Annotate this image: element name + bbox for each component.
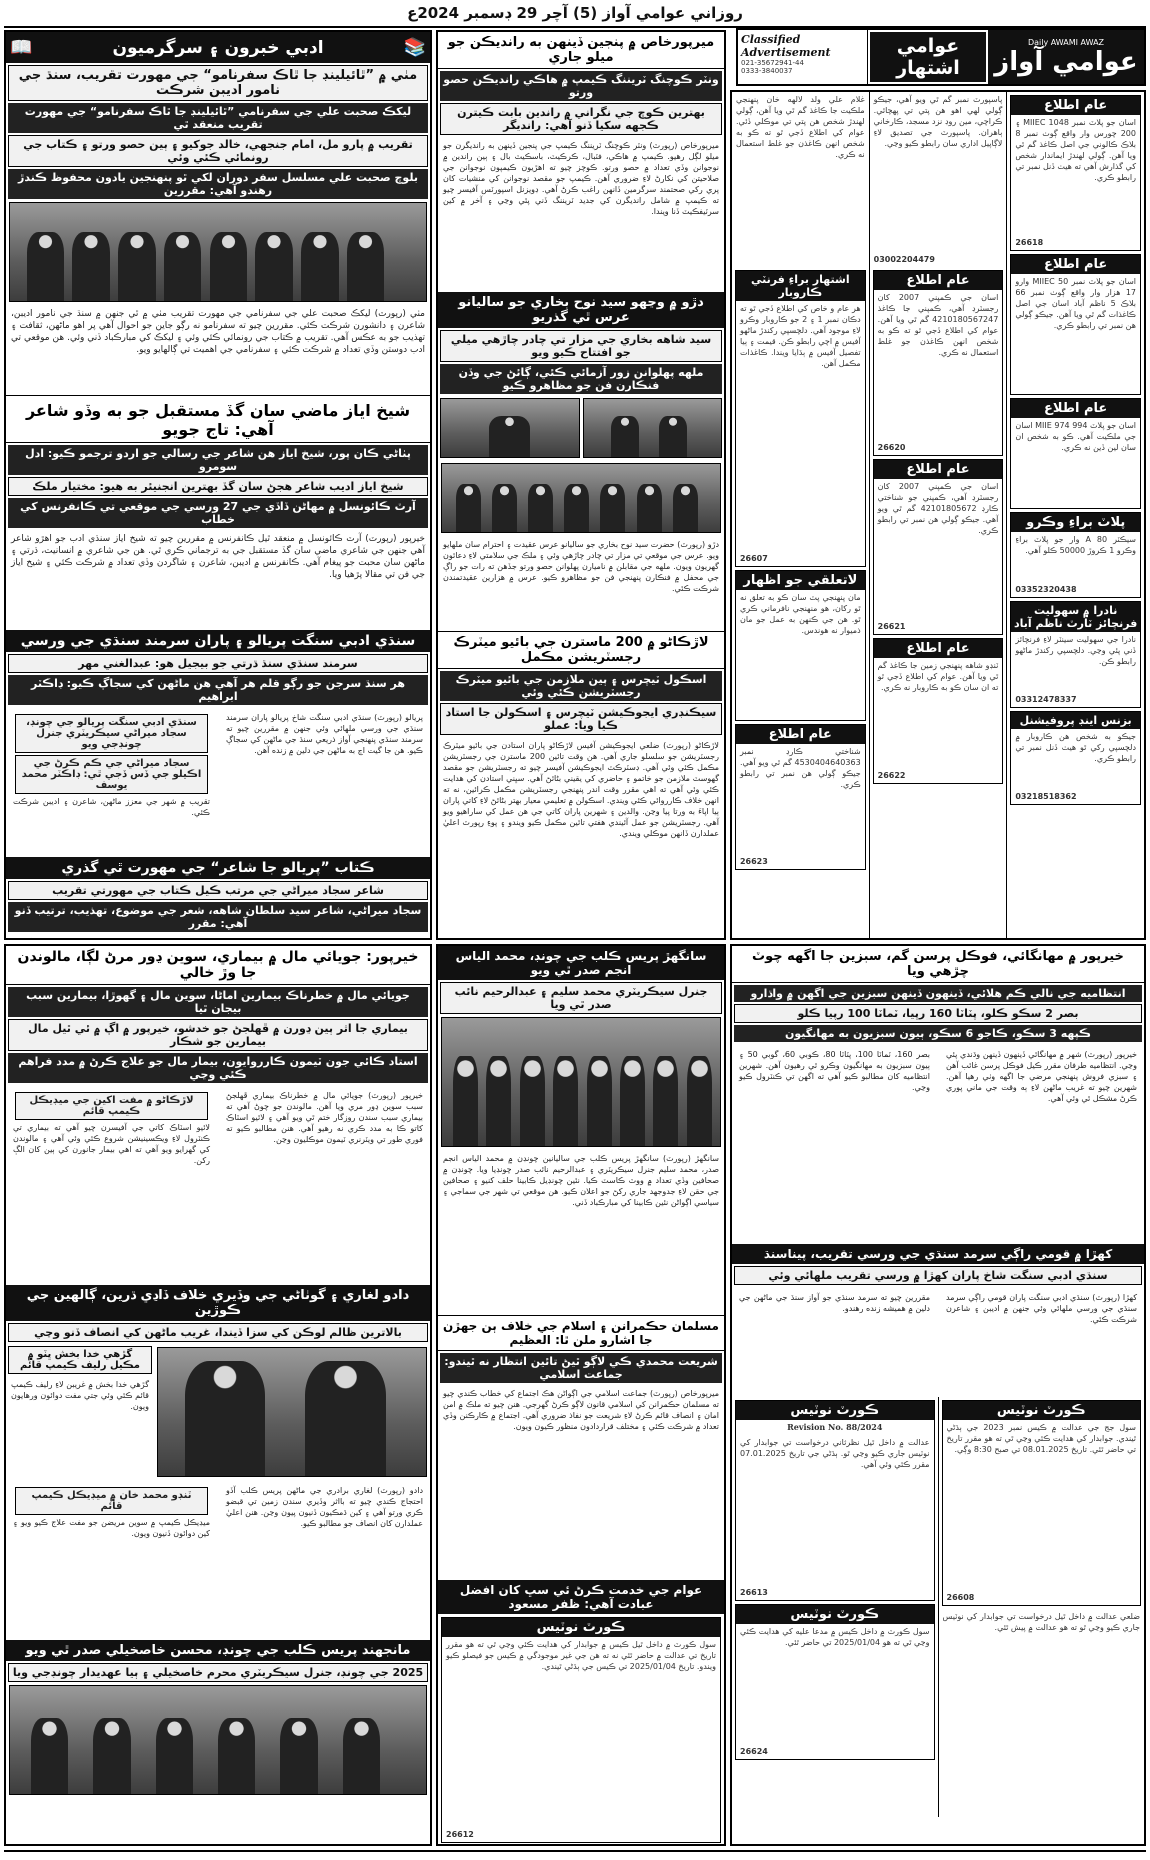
camp-head: ٽنڊو محمد خان ۾ ميڊيڪل ڪيمپ قائم: [15, 1487, 208, 1515]
dadu-sub1: سيد شاهه بخاري جي مزار تي چادر چاڙهي ميلي جو افتتاح ڪيو ويو: [440, 330, 722, 362]
ad-body-3: اسان جو پلاٽ MIIE 974 994 اسان جي ملڪيت آهي. ڪو به شخص ان سان لين ڏين نه ڪري.: [1015, 421, 1136, 452]
dad-sub: بالاترين ظالم لوڪن کي سزا ڏيندا، غريب ماڻهن کي انصاف ڏنو وڃي: [8, 1323, 428, 1342]
story2-sub1: پٺاڻي ڪان پور، شيخ اياز هن شاعر جي رسالي جو اردو ترجمو ڪيو: ادل سومرو: [8, 445, 428, 475]
court-revision: Revision No. 88/2024: [787, 1422, 883, 1432]
court-heading-2: ڪورٽ نوٽيس: [943, 1401, 1141, 1420]
paper-name: عوامي آواز: [994, 46, 1138, 77]
price-sub3: ڪپهه 3 سڪو، ڪاجو 6 سڪو، ٻيون سبزيون به مهانگيون: [734, 1025, 1142, 1042]
price-sub2: بصر 2 سڪو ڪلو، پٽاٽا 160 رپيا، ٽماٽا 100 رپيا ڪلو: [734, 1004, 1142, 1023]
khair-sub1: جويائي مال ۾ خطرناڪ بيمارين اماڻا، سوين مال ۽ گھوڙا، بيمارين سبب بيجان ٿيا: [8, 987, 428, 1017]
masthead-contact: [738, 30, 868, 84]
ad-ref-2: 26620: [877, 443, 906, 452]
kh2-headline: کهڙا ۾ قومي راڳي سرمد سنڌي جي ورسي تقريب، پيناسنڌ: [732, 1244, 1144, 1264]
dad-body-a: دادو (رپورٽ) لغاري برادري جي ماڻهن پريس ڪلب آڏو احتجاج ڪندي چيو ته بااثر وڏيري سندن زمين تي قبضو ڪري ورتو آهي ۽ کين ڌمڪيون ڏنيون پيون وڃن. هنن اعليٰ عملدارن کان انصاف جو مطالبو ڪيو.: [226, 1486, 423, 1528]
dateline: روزاني عوامي آواز (5) آچر 29 ڊسمبر 2024ع: [407, 4, 743, 22]
court-body-2: سول جج جي عدالت ۾ ڪيس نمبر 2023 جي ٻڌڻي ٿيندي. جوابدار کي هدايت ڪئي وڃي ٿي ته هو مقرر تاريخ تي حاضر ٿئي. تاريخ 08.01.2025 تي صبح 8:30 وڳي.: [946, 1423, 1136, 1454]
kh2-sub: سنڌي ادبي سنگت شاخ پاران کهڙا ۾ ورسي تقريب ملهائي وئي: [734, 1266, 1142, 1285]
ad-ref-6: 26607: [739, 554, 768, 563]
kh2-body-b: مقررين چيو ته سرمد سنڌي جو آواز سنڌ جي ماڻهن جي دلين ۾ هميشه زنده رهندو.: [739, 1293, 930, 1313]
story4-headline: ڪتاب ”پريالو جا شاعر“ جي مهورت ٿي گذري: [6, 857, 430, 879]
garhi-head: گڙهي خدا بخش ڀٽو ۾ مڪيل رليف ڪيمپ قائم: [8, 1346, 152, 1374]
sang-sub: جنرل سيڪريٽري محمد سليم ۽ عبدالرحيم نائب صدر ٿي ويا: [440, 982, 722, 1014]
story1-sub3: بلوچ صحبت علي مسلسل سفر دوران لکي ٿو پنهنجين يادون محفوظ ڪندڙ رهندو آهي: مقررين: [8, 169, 428, 199]
ad-heading-6: عام اطلاع: [874, 639, 1003, 658]
ad-heading-1: عام اطلاع: [1011, 96, 1140, 115]
ad-ref-8: 26613: [740, 1588, 768, 1597]
khair-sub3: استاد ڪائي جون ٽيمون ڪارروايون، بيمار مال جو علاج ڪرڻ ۾ مدد فراهم ڪئي وڃي: [8, 1053, 428, 1083]
chan-sub: 2025 جي چونڊ، جنرل سيڪريٽري محرم خاصخيلي ۽ ٻيا عهديدار چونڊجي ويا: [8, 1663, 428, 1682]
ad-body-nadra: نادرا جي سهوليت سينٽر لاءِ فرنچائز ڏني پئي وڃي. دلچسپي رکندڙ ماڻهو رابطو ڪن.: [1015, 635, 1136, 666]
ad-body-plot: سيڪٽر A 80 وار جو پلاٽ براءِ وڪرو 1 ڪروڙ 50000 ڪلو آهي.: [1015, 535, 1136, 555]
ad-heading-plot: پلاٽ براءِ وڪرو: [1011, 513, 1140, 532]
court-body-1: سول ڪورٽ ۾ داخل ٿيل ڪيس ۾ جوابدار کي هدايت ڪئي وڃي ٿي ته هو مقرر تاريخ تي عدالت ۾ حاضر ٿئي نه ته هن جي غير موجودگي ۾ ڪيس جو فيصلو ڪيو ويندو. تاريخ 2025/01/04 تي ڪيس جي ٻڌڻي ٿيندي.: [446, 1640, 716, 1671]
chan-photo: [9, 1685, 427, 1795]
ad-body-10: مان پنهنجي پٽ سان ڪو به تعلق نه ٿو رکان، هو منهنجي نافرماني ڪري ٿو. هن جي ڪنهن به عمل جو مان ذميوار نه هوندس.: [739, 593, 861, 635]
ad-body-7: ٽنڊو شاهه پنهنجي زمين جا ڪاغذ گم ٿي ويا آهن. عوام کي اطلاع ڏجي ٿو ته ان سان ڪو به ڪاروبار نه ڪري.: [877, 661, 999, 692]
ad-phone-2: 03312478337: [1015, 695, 1077, 704]
price-sub1: انتظاميه جي نالي ڪم هلائي، ڏينهون ڏينهن سبزين جي اگهن ۾ واڌارو: [734, 985, 1142, 1002]
dad-body-b: ٽنڊو محمد خان ۾ ميڊيڪل ڪيمپ قائم ميڊيڪل ڪيمپ ۾ سوين مريضن جو مفت علاج ڪيو ويو ۽ کين دوائون ڏنيون ويون.: [8, 1482, 215, 1638]
court-heading-3: ڪورٽ نوٽيس: [736, 1401, 934, 1420]
dad-row: [6, 1344, 430, 1480]
court-heading-1: ڪورٽ نوٽيس: [442, 1618, 720, 1637]
center-section: [436, 30, 726, 940]
story2-headline: شيخ اياز ماضي سان گڏ مستقبل جو به وڏو شاعر آهي: تاج جويو: [6, 398, 430, 443]
musl-body: ميرپورخاص (رپورٽ) جماعت اسلامي جي اڳواڻن هڪ اجتماع کي خطاب ڪندي چيو ته مسلمان حڪمرانن کي اسلامي قانون لاڳو ڪرڻ گهرجي. هنن چيو ته ملڪ ۾ امن امان ۽ انصاف قائم ڪرڻ لاءِ شريعت جو نفاذ ضروري آهي. اجتماع ۾ ڪارڪنن وڏي تعداد ۾ شرڪت ڪئي ۽ مختلف قراردادون منظور ڪيون ويون.: [443, 1389, 719, 1431]
story2-sub3: آرٽ ڪائونسل ۾ مهاڻن ڏاڏي جي 27 ورسي جي موقعي تي ڪانفرنس کي خطاب: [8, 498, 428, 528]
quote2: سجاد ميراڻي جي ڪم ڪرڻ جي اڪيلو جي ڏس ڏجي ٿي: ڊاڪٽر محمد يوسف: [15, 755, 208, 794]
khair-body-a: خيرپور (رپورٽ) جويائي مال ۾ خطرناڪ بيماري ڦهلجڻ سبب سوين ڍور مري ويا آهن. مالوندن جو چوڻ آهي ته بيماري سبب سندن روزگار ختم ٿي ويو آهي ۽ لائيو اسٽاڪ کاتو ڪا به مدد ڪري نه رهيو آهي. هنن مطالبو ڪيو ته فوري طور تي ويٽرنري ٽيمون موڪليون وڃن.: [226, 1091, 423, 1144]
garhi-body: گڙهي خدا بخش ۾ غريبن لاءِ رليف ڪيمپ قائم ڪئي وئي جتي مفت دوائون ورهايون ويون.: [11, 1380, 149, 1411]
ad-heading-3: عام اطلاع: [1011, 399, 1140, 418]
story1-headline: مٺي ۾ ”ٿائيلينڊ جا ٿاڪ سفرنامو“ جي مهورت تقريب، سنڌ جي نامور اديبن شرڪت: [8, 65, 428, 101]
chan-headline: مانجهند پريس ڪلب جي چونڊ، محسن خاصخيلي صدر ٿي ويو: [6, 1640, 430, 1661]
ad-body-4: پاسپورٽ نمبر گم ٿي ويو آهي، جيڪو ڳولي لهي اهو هن پتي تي پهچائي. ڪراچي، مين روڊ نزد مسجد، ڪارخاني ٻاهران. پاسپورٽ جي تصديق لاءِ لاڳاپيل اداري سان رابطو ڪيو وڃي.: [873, 95, 1003, 148]
dadu-body: دڙو (رپورٽ) حضرت سيد نوح بخاري جو ساليانو عرس عقيدت ۽ احترام سان ملهايو ويو. عرس جي موقعي تي مزار تي چادر چاڙهي وئي ۽ ملڪ جي سلامتي لاءِ دعائون گهريون ويون. ملهه جي مقابلن ۾ ناميارن پهلوانن حصو ورتو جڏهن ته رات جو راڳ جي محفل ۾ فنڪارن پنهنجي فن جو مظاهرو ڪيو. عرس ۾ هزارين عقيدتمندن شرڪت ڪئي.: [443, 540, 719, 593]
literary-section: [4, 30, 432, 940]
ad-body-9: هر عام و خاص کي اطلاع ڏجي ٿو ته دڪان نمبر 1 ۽ 2 جو ڪاروبار وڪرو لاءِ موجود آهي. دلچسپي رکندڙ ماڻهو آفيس ۾ اچي رابطو ڪن. قيمت ۽ ٻيا تفصيل آفيس ۾ ٻڌايا ويندا. ڪاغذات مڪمل آهن.: [739, 304, 861, 368]
story3-body-b: سنڌي ادبي سنگت پريالو جي چونڊ، سجاد ميراڻي سيڪريٽري جنرل چونڊجي ويو سجاد ميراڻي جي ڪم ڪرڻ جي اڪيلو جي ڏس ڏجي ٿي: ڊاڪٽر محمد يوسف تقريب ۾ شهر جي معزز ماڻهن، شاعرن ۽ اديبن شرڪت ڪئي.: [8, 709, 215, 855]
musl-headline: مسلمان حڪمرانن ۽ اسلام جي خلاف ٻن جهڙن جا اشارو ملن ٿا: العظيم: [438, 1315, 724, 1351]
story2-sub2: شيخ اياز اديب شاعر هجڻ سان گڏ بهترين انجنيئر به هيو: مختيار ملڪ: [8, 477, 428, 496]
court-col-a: [938, 1397, 1145, 1817]
dad-photo: [157, 1347, 427, 1477]
ad-body-6: اسان جي ڪمپني 2007 کان رجسٽرڊ آهي، ڪمپني جو شناختي ڪارڊ 42101805672 گم ٿي ويو آهي. جيڪو ڳولي هن نمبر تي رابطو ڪري.: [877, 482, 999, 535]
story3-sub2: هر سنڌ سرجن جو رڳو قلم هر آهي هن ماڻهن کي سجاڳ ڪيو: ڊاڪٽر ابراهيم: [8, 675, 428, 705]
story3-sub1: سرمند سنڌي سنڌ ڌرتي جو بيجيل هو: عبدالغني مهر: [8, 654, 428, 673]
story3-columns: [6, 707, 430, 857]
ad-heading-shop: اشتهار براءِ فرنٽي ڪاروبار: [736, 271, 865, 301]
khair-headline: خيرپور: جويائي مال ۾ بيماري، سوين ڍور مرڻ لڳا، مالوندن جا وڙ خالي: [6, 946, 430, 985]
ishtihar-logo: عوامي اشتهار: [868, 30, 988, 84]
paper-logo: [988, 30, 1144, 84]
mir-headline: ميرپورخاص ۾ پنجين ڏينهن به رانديڪن جو ميلو جاري: [438, 32, 724, 69]
story1-photo: [9, 202, 427, 302]
ad-body-5: اسان جي ڪمپني 2007 کان رجسٽرڊ آهي، ڪمپني جا ڪاغذ 4210180567247 گم ٿي ويا آهن. عوام کي اطلاع ڏجي ٿو ته ڪو به شخص انهن ڪاغذن جو غلط استعمال نه ڪري.: [877, 293, 999, 357]
mir-body: ميرپورخاص (رپورٽ) ونٽر ڪوچنگ ٽريننگ ڪيمپ جي پنجين ڏينهن به رانديگرن جو ميلو لڳل رهيو. ڪيمپ ۾ هاڪي، فٽبال، ڪرڪيٽ، باسڪيٽ بال ۽ ٻين راندين ۾ نوجوانن وڏي تعداد ۾ حصو ورتو. ڪوچز چيو ته اهڙيون ڪيمپون نوجوانن جي صلاحيتن کي نکارڻ لاءِ ضروري آهن. ڪيمپ جو مقصد نوجوانن کي منشيات کان پري رکي صحتمند سرگرمين ڏانهن راغب ڪرڻ آهي. ڊويزنل اسپورٽس آفيسر چيو ته ڪيمپ ۾ شامل رانديگرن کي جديد ٽريننگ ڏني پئي وڃي ۽ آخر ۾ کين سرٽيفڪيٽ ڏنا ويندا.: [443, 141, 719, 216]
court-body-3: ضلعي عدالت ۾ داخل ٿيل درخواست تي جوابدار کي نوٽيس جاري ڪيو وڃي ٿو ته هو عدالت ۾ پيش ٿئي.: [942, 1612, 1140, 1632]
classified-ads: [730, 90, 1146, 940]
court-heading-4: ڪورٽ نوٽيس: [736, 1605, 934, 1624]
ad-heading-4: عام اطلاع: [874, 271, 1003, 290]
quote1: سنڌي ادبي سنگت پريالو جي چونڊ، سجاد ميراڻي سيڪريٽري جنرل چونڊجي ويو: [15, 714, 208, 753]
mir-sub2: بهترين ڪوچ جي نگراني ۾ راندين بابت ڪيترن ڪجهه سکيا ڏنو آهي: رانديگر: [440, 103, 722, 135]
ad-ref-4: 26622: [877, 771, 906, 780]
court-columns: [732, 1397, 1144, 1817]
ad-ref-9: 26624: [740, 1747, 768, 1756]
kh2-columns: [732, 1287, 1144, 1397]
dadu-headline: دڙو ۾ وڃهو سيد نوح بخاري جو ساليانو عرس ٿي گذريو: [438, 292, 724, 328]
story1-sub1: ليکڪ صحبت علي جي سفرنامي ”ٿائيلينڊ جا ٿاڪ سفرنامو“ جي مهورت تقريب منعقد ٿي: [8, 103, 428, 133]
story4-body: [6, 934, 430, 940]
ad-body-11: شناختي ڪارڊ نمبر 4530404640363 گم ٿي ويو آهي. جيڪو ڳولي هن نمبر تي رابطو ڪري.: [739, 747, 861, 789]
literary-banner: [6, 32, 430, 63]
lar2-head: لاڙڪاڻو ۾ مفت اکين جي ميڊيڪل ڪيمپ قائم: [15, 1092, 208, 1120]
price-headline: خيرپور ۾ مهانگائي، فوڪل پرسن گم، سبزين جا اگهه چوٽ چڙهي ويا: [732, 946, 1144, 983]
dadu-photos: [438, 396, 724, 460]
bottom-left-section: [4, 944, 432, 1846]
ads-col-2: [869, 92, 1007, 938]
paper-name-en: Daily AWAMI AWAZ: [1027, 37, 1105, 47]
khair-body-b: لاڙڪاڻو ۾ مفت اکين جي ميڊيڪل ڪيمپ قائم لائيو اسٽاڪ کاتي جي آفيسرن چيو آهي ته بيماري تي ڪنٽرول لاءِ ويڪسينيشن شروع ڪئي وئي آهي ۽ مالوندن کي گهرايو ويو آهي ته اهي بيمار جانورن کي ٻين کان الڳ رکن.: [8, 1087, 215, 1283]
phone-1: 021-35672941-44: [741, 59, 804, 67]
ad-heading-nadra: نادرا ۾ سهوليت فرنچائز ٽارٽ ناظم آباد: [1011, 602, 1140, 632]
story4-sub1: شاعر سجاد ميراڻي جي مرتب ڪيل ڪتاب جي مهورتي تقريب: [8, 881, 428, 900]
dad-side: [6, 1344, 154, 1480]
ad-phone-4: 03218518362: [1015, 792, 1077, 801]
ads-col-1: [1006, 92, 1144, 938]
ad-heading-business: بزنس اينڊ پروفيشنل: [1011, 712, 1140, 729]
dadu-photo-1: [583, 398, 723, 458]
mir-sub: ونٽر ڪوچنگ ٽريننگ ڪيمپ ۾ هاڪي رانديڪن حصو ورتو: [440, 71, 722, 101]
ad-ref-7: 26612: [446, 1830, 474, 1839]
ad-heading-5: عام اطلاع: [874, 460, 1003, 479]
story3-headline: سنڌي ادبي سنگت پريالو ۽ پاران سرمند سنڌي جي ورسي: [6, 630, 430, 652]
ad-body-business: جيڪو به شخص هن ڪاروبار ۾ دلچسپي رکي ٿو هيٺ ڏنل نمبر تي رابطو ڪري.: [1015, 732, 1136, 763]
ad-phone-1: 03002204479: [873, 255, 935, 264]
price-columns: [732, 1044, 1144, 1244]
story1-sub2: تقريب ۾ پارو مل، امام جنجهي، خالد جوکيو ۽ ٻين حصو ورتو ۽ ڪتاب جي رونمائي ڪئي وئي: [8, 135, 428, 167]
ad-ref-5: 26623: [739, 857, 768, 866]
dad-headline: دادو لغاري ۽ گوٺاڻي جي وڏيري خلاف ڏاڍي ڌرين، ڳالهين جي ڪوڙين: [6, 1285, 430, 1321]
ads-col-3: [732, 92, 869, 938]
lar-body: لاڙڪاڻو (رپورٽ) ضلعي ايجوڪيشن آفيس لاڙڪاڻو پاران استادن جي بائيو ميٽرڪ رجسٽريشن جو سلسلو جاري آهي. هن وقت تائين 200 ماسترن جي رجسٽريشن مڪمل ڪئي وئي آهي. ڊسٽرڪٽ ايجوڪيشن آفيسر چيو ته رجسٽريشن جو مقصد گهوسٽ ملازمن جو خاتمو ۽ حاضري کي يقيني بڻائڻ آهي. سڀني استادن کي هدايت ڪئي وئي آهي ته اهي مقرر وقت اندر پنهنجي رجسٽريشن مڪمل ڪرائين، نه ته انهن خلاف ڪارروائي ڪئي ويندي. اسڪولن ۾ تعليمي معيار بهتر بڻائڻ لاءِ کاتي پاران ٻيا اپاءَ به ورتا پيا وڃن. والدين ۽ شهرين پاران کاتي جي هن عمل کي ساراهيو ويو آهي. رجسٽريشن جو عمل آئيندي هفتي تائين مڪمل ڪيو ويندو ۽ پوءِ رپورٽ اعليٰ عملدارن ڏانهن موڪلي ويندي.: [443, 741, 719, 838]
kh2-body-a: کهڙا (رپورٽ) سنڌي ادبي سنگت پاران قومي راڳي سرمد سنڌي جي ورسي ملهائي وئي جنهن ۾ اديبن ۽ شاعرن شرڪت ڪئي.: [946, 1293, 1137, 1324]
ad-ref-1: 26618: [1015, 238, 1044, 247]
story1-body: مٺي (رپورٽ) ليکڪ صحبت علي جي سفرنامي جي مهورت تقريب مٺي ۾ ٿي جنهن ۾ سنڌ جي نامور اديبن، شاعرن ۽ دانشورن شرڪت ڪئي. مقررين چيو ته سفرنامو نه رڳو جاين جو احوال آهي پر اهو ماڻهن، ثقافت ۽ تهذيب جو به عڪس آهي. تقريب ۾ ڪتاب جي رونمائي ڪئي وئي ۽ ليکڪ کي مبارڪباد ڏني وئي. هن موقعي تي ادب دوستن وڏي تعداد ۾ شرڪت ڪئي ۽ سفرنامي جي اهميت تي ڳالهايو ويو.: [11, 309, 425, 355]
story2-body: خيرپور (رپورٽ) آرٽ ڪائونسل ۾ منعقد ٿيل ڪانفرنس ۾ مقررين چيو ته شيخ اياز سنڌي ادب جو اهڙو شاعر آهي جنهن جي شاعري ماضي سان گڏ مستقبل جي به ترجماني ڪري ٿي. هن جي شاعري ۾ انسانيت، ڌرتي ۽ ماڻهن سان محبت جو پيغام آهي. ڪانفرنس ۾ اديبن، شاعرن ۽ شاگردن وڏي تعداد ۾ شرڪت ڪئي ۽ شيخ اياز جي فن تي مقالا پڙهيا ويا.: [11, 534, 425, 580]
khair-sub2: بيماري جا اثر ٻين ڍورن ۾ ڦهلجڻ جو خدشو، خيرپور ۾ اڳ ۾ ئي ٿيل مال بيمارين جو شڪار: [8, 1019, 428, 1051]
sang-photo: [441, 1017, 721, 1147]
story4-sub2: سجاد ميراڻي، شاعر سيد سلطان شاهه، شعر جي موضوع، تهذيب، ترتيب ڏنو آهي: مقرر: [8, 902, 428, 932]
court-body-5: سول ڪورٽ ۾ داخل ڪيس ۾ مدعا عليه کي هدايت ڪئي وڃي ٿي ته هو 2025/01/04 تي حاضر ٿئي.: [740, 1627, 930, 1647]
court-col-b: [732, 1397, 938, 1817]
awam-headline: عوام جي خدمت ڪرڻ ئي سڀ کان افضل عبادت آهي: ظفر مسعود: [438, 1580, 724, 1614]
masthead: [736, 28, 1146, 86]
dadu-sub2: ملهه پهلوانن زور آزمائي ڪئي، ڳائڻ جي وڏن فنڪارن فن جو مظاهرو ڪيو: [440, 364, 722, 394]
dadu-photo-2: [440, 398, 580, 458]
price-body-a: خيرپور (رپورٽ) شهر ۾ مهانگائي ڏينهون ڏينهن وڌندي پئي وڃي. انتظاميه طرفان مقرر ڪيل فوڪل پرسن غائب آهن ۽ سبزي فروش پنهنجي مرضي جا اگهه وٺي رهيا آهن. شهرين چيو ته غريب ماڻهن لاءِ ٻه وقت جي ماني پوري ڪرڻ مشڪل ٿي وئي آهي.: [946, 1050, 1137, 1103]
ad-ref-10: 26608: [946, 1593, 975, 1602]
ad-heading-7: عام اطلاع: [736, 725, 865, 744]
literary-banner-title: ادبي خبرون ۽ سرگرميون: [112, 38, 324, 58]
dad-columns: [6, 1480, 430, 1640]
ad-heading-2: عام اطلاع: [1011, 255, 1140, 274]
khair-columns: [6, 1085, 430, 1285]
court-body-4: عدالت ۾ داخل ٿيل نظرثاني درخواست تي جوابدار کي نوٽيس جاري ڪيو وڃي ٿو. ٻڌڻي جي تاريخ 07.01.2025 مقرر ڪئي وئي آهي.: [740, 1438, 930, 1469]
lar-headline: لاڙڪاڻو ۾ 200 ماسترن جي بائيو ميٽرڪ رجسٽريشن مڪمل: [438, 631, 724, 669]
ad-body-1: اسان جو پلاٽ نمبر MIIEC 1048 ۽ 200 چورس وار واقع ڳوٺ نمبر 8 بلاڪ ڪالوني جي اصل ڪاغذ گم ٿي ويا آهن. ڳولي لهندڙ ايماندار شخص کي گذارش آهي ته هيٺ ڏنل نمبر تي رابطو ڪري.: [1015, 118, 1136, 182]
ad-body-2: اسان جو پلاٽ نمبر MIIEC 50 وارو 17 هزار وار واقع ڳوٺ نمبر 66 بلاڪ 5 ناظم آباد اسان جي اصل ڪاغذات گم ٿي ويا آهن. جيڪو ڳولي هن نمبر تي رابطو ڪري.: [1015, 277, 1137, 330]
musl-sub: شريعت محمدي ڪي لاڳو ٿيڻ تائين انتظار نه ٿيندو: جماعت اسلامي: [440, 1353, 722, 1383]
dadu-photo-3: [441, 463, 721, 533]
ads-columns: [732, 92, 1144, 938]
lar-sub2: سيڪنڊري ايجوڪيشن ٽيچرس ۽ اسڪولن جا استاد ڪيا ويا: عملو: [440, 703, 722, 735]
lar-sub1: اسڪول ٽيچرس ۽ ٻين ملازمن جي بائيو ميٽرڪ رجسٽريشن ڪئي وئي: [440, 671, 722, 701]
ad-body-8: غلام علي ولد لالهه خان پنهنجي ملڪيت جا ڪاغذ گم ٿي ويا آهن، ڳولي لهندڙ شخص هن پتي تي موڪلي ڏئي. عوام کي اطلاع ڏجي ٿو ته ڪو به شخص انهن ڪاغذن جو غلط استعمال نه ڪري.: [735, 95, 865, 159]
book-icon: 📚: [403, 37, 426, 58]
ad-ref-3: 26621: [877, 622, 906, 631]
book-icon: 📖: [10, 37, 33, 58]
bottom-rule: [4, 1850, 1146, 1852]
ad-phone-3: 03352320438: [1015, 585, 1077, 594]
story3-body-a: پريالو (رپورٽ) سنڌي ادبي سنگت شاخ پريالو پاران سرمند سنڌي جي ورسي ملهائي وئي جنهن ۾ مقررين چيو ته سرمند سنڌي پنهنجي آواز ذريعي سنڌ جي ماڻهن کي سجاڳ ڪيو. هن جا گيت اڄ به ماڻهن جي دلين ۾ زنده آهن.: [226, 713, 423, 755]
bottom-right-section: [730, 944, 1146, 1846]
bottom-center-section: [436, 944, 726, 1846]
price-body-b: بصر 160، ٽماٽا 100، پٽاٽا 80، ڪوبي 60، گوبي 50 ۽ ٻيون سبزيون به مهانگيون وڪرو ٿي رهيون آهن. شهرين انتظاميه کان مطالبو ڪيو آهي ته اگهن تي ڪنٽرول ڪيو وڃي.: [739, 1050, 930, 1092]
sang-body: سانگهڙ (رپورٽ) سانگهڙ پريس ڪلب جي ساليانين چونڊن ۾ محمد الياس انجم صدر، محمد سليم جنرل سيڪريٽري ۽ عبدالرحيم نائب صدر چونڊيا ويا. چونڊن ۾ صحافين وڏي تعداد ۾ ووٽ ڪاسٽ ڪيا. نئين چونڊيل ڪابينا حلف کنيو ۽ صحافين جي حقن لاءِ جدوجهد جاري رکڻ جو اعلان ڪيو. هن موقعي تي شهر جي سماجي ۽ سياسي اڳواڻن نئين ڪابينا کي مبارڪباد ڏني.: [443, 1154, 719, 1207]
ad-heading-lost: لاتعلقي جو اظهار: [736, 571, 865, 590]
sang-headline: سانگهڙ پريس ڪلب جي چونڊ، محمد الياس انجم صدر ٿي ويو: [438, 946, 724, 980]
classified-label: Classified Advertisement: [741, 33, 831, 59]
phone-2: 0333-3840037: [741, 67, 793, 75]
